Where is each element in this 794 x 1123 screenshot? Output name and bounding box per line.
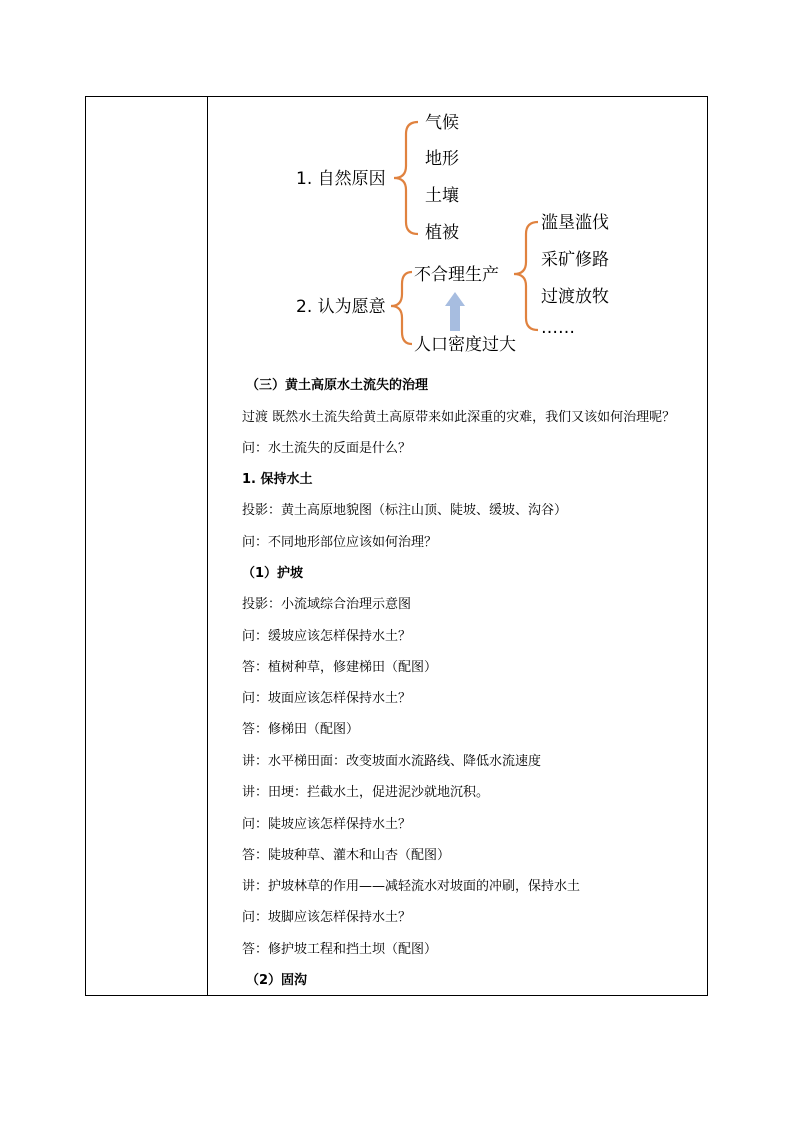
question-line: 问：缓坡应该怎样保持水土？ — [242, 629, 412, 644]
question-line: 问：水土流失的反面是什么？ — [242, 441, 412, 456]
activities-brace — [514, 222, 538, 330]
activity-overgrazing: 过渡放牧 — [541, 287, 609, 307]
explanation-line: 讲：田埂：拦截水土，促进泥沙就地沉积。 — [242, 785, 490, 800]
activity-mining: 采矿修路 — [541, 250, 609, 270]
projection-line: 投影：小流域综合治理示意图 — [242, 597, 412, 612]
section-heading: （三）黄土高原水土流失的治理 — [246, 378, 429, 393]
answer-line: 答：陡坡种草、灌木和山杏（配图） — [242, 848, 451, 863]
transition-line: 过渡 既然水土流失给黄土高原带来如此深重的灾难，我们又该如何治理呢？ — [242, 410, 676, 425]
natural-item-vegetation: 植被 — [425, 223, 459, 243]
natural-causes-brace — [394, 122, 418, 234]
answer-line: 答：植树种草，修建梯田（配图） — [242, 660, 438, 675]
question-line: 问：陡坡应该怎样保持水土？ — [242, 817, 412, 832]
natural-item-soil: 土壤 — [425, 186, 459, 206]
question-line: 问：坡脚应该怎样保持水土？ — [242, 910, 412, 925]
natural-item-climate: 气候 — [425, 113, 459, 133]
question-line: 问：坡面应该怎样保持水土？ — [242, 691, 412, 706]
population-density-label: 人口密度过大 — [414, 335, 516, 355]
activity-deforestation: 滥垦滥伐 — [541, 213, 609, 233]
natural-item-terrain: 地形 — [425, 149, 459, 169]
human-causes-brace — [391, 272, 412, 344]
up-arrow-icon — [445, 292, 465, 331]
human-cause-label: 2. 认为愿意 — [296, 297, 386, 317]
subheading-conserve: 1. 保持水土 — [242, 472, 313, 487]
projection-line: 投影：黄土高原地貌图（标注山顶、陡坡、缓坡、沟谷） — [242, 503, 568, 518]
question-line: 问：不同地形部位应该如何治理？ — [242, 535, 438, 550]
unreasonable-production-label: 不合理生产 — [414, 265, 499, 285]
subheading-gully: （2）固沟 — [246, 973, 308, 988]
explanation-line: 讲：护坡林草的作用——减轻流水对坡面的冲刷，保持水土 — [242, 879, 581, 894]
activity-ellipsis: …… — [541, 318, 575, 338]
answer-line: 答：修护坡工程和挡土坝（配图） — [242, 942, 438, 957]
natural-cause-label: 1. 自然原因 — [296, 169, 386, 189]
answer-line: 答：修梯田（配图） — [242, 722, 360, 737]
explanation-line: 讲：水平梯田面：改变坡面水流路线、降低水流速度 — [242, 754, 542, 769]
subheading-slope: （1）护坡 — [242, 566, 304, 581]
